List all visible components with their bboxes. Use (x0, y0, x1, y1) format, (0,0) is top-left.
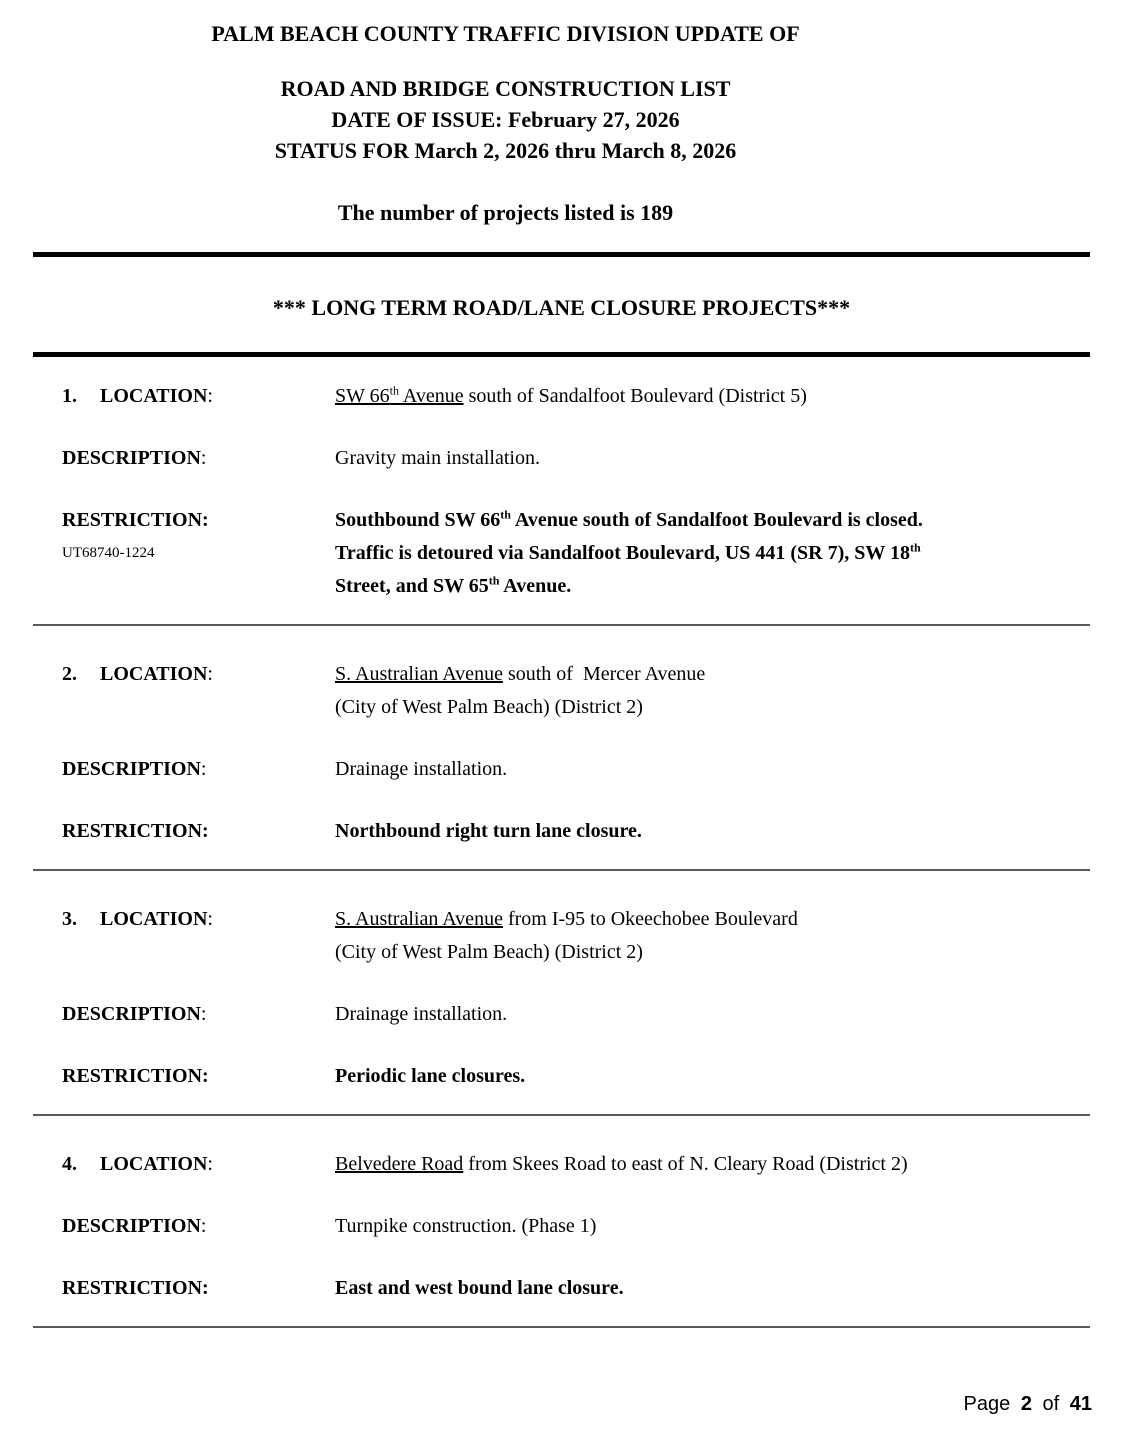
field-value (335, 442, 1090, 475)
field-label-text: RESTRICTION (62, 820, 203, 842)
text-segment: th (488, 573, 500, 588)
location-row (33, 1148, 1090, 1181)
construction-entry (33, 658, 1090, 848)
entry-divider (33, 1114, 1090, 1116)
location-row (33, 380, 1090, 413)
page-label: Page (963, 1393, 1011, 1415)
entry-number: 3. (62, 908, 77, 930)
value-line (335, 815, 1090, 848)
text-segment: Avenue (398, 385, 464, 407)
field-value (335, 658, 1090, 724)
text-segment: th (500, 507, 511, 522)
value-line (335, 537, 1090, 570)
description-row (33, 1210, 1090, 1243)
of-label: of (1042, 1393, 1060, 1415)
field-value (335, 998, 1090, 1031)
value-line (335, 1060, 1090, 1093)
text-segment: Avenue south of Sandalfoot Boulevard is closed. (510, 509, 923, 531)
text-segment: S. Australian Avenue (335, 663, 503, 685)
section-heading: *** LONG TERM ROAD/LANE CLOSURE PROJECTS*** (272, 295, 851, 320)
page-footer (964, 1391, 1092, 1417)
field-value (335, 1148, 1090, 1181)
value-line (335, 998, 1090, 1031)
underlined-text (335, 385, 464, 407)
restriction-row (33, 815, 1090, 848)
field-colon: : (200, 447, 207, 469)
description-row (33, 753, 1090, 786)
field-label-text: LOCATION (100, 663, 208, 685)
text-segment: south of Sandalfoot Boulevard (District 5) (463, 385, 807, 407)
field-label-text: RESTRICTION (62, 1065, 203, 1087)
text-segment: Street, and SW 65 (335, 575, 489, 597)
text-segment: south of Mercer Avenue (502, 663, 706, 685)
field-label-text: DESCRIPTION (62, 447, 201, 469)
field-label-text: LOCATION (100, 385, 208, 407)
field-colon: : (202, 1065, 209, 1087)
field-label (33, 1210, 335, 1243)
entry-number: 2. (62, 663, 77, 685)
entry-divider (33, 869, 1090, 871)
text-segment: Turnpike construction. (Phase 1) (335, 1215, 597, 1237)
field-label (33, 658, 335, 724)
subtitle-line: DATE OF ISSUE: February 27, 2026 (331, 107, 680, 132)
text-segment: Belvedere Road (335, 1153, 464, 1175)
subtitle-line: ROAD AND BRIDGE CONSTRUCTION LIST (280, 76, 731, 101)
field-value (335, 380, 1090, 413)
underlined-text (335, 908, 503, 930)
projects-count: The number of projects listed is 189 (337, 200, 674, 225)
text-segment: Drainage installation. (335, 1003, 508, 1025)
field-label-text: LOCATION (100, 1153, 208, 1175)
value-line (335, 903, 1090, 936)
text-segment: East and west bound lane closure. (335, 1277, 624, 1299)
text-segment: from Skees Road to east of N. Cleary Road (District 2) (463, 1153, 908, 1175)
field-colon: : (207, 908, 213, 930)
text-segment: th (910, 540, 921, 555)
value-line (335, 1210, 1090, 1243)
field-value (335, 1210, 1090, 1243)
value-line (335, 691, 1090, 724)
text-segment: Gravity main installation. (335, 447, 540, 469)
page-number: 2 (1020, 1393, 1032, 1415)
field-colon: : (200, 1003, 207, 1025)
text-segment: Avenue. (499, 575, 572, 597)
field-label (33, 753, 335, 786)
field-label-text: RESTRICTION (62, 509, 203, 531)
location-row (33, 658, 1090, 724)
text-segment: Northbound right turn lane closure. (335, 820, 642, 842)
restriction-row (33, 1272, 1090, 1305)
description-row (33, 442, 1090, 475)
field-colon: : (202, 509, 209, 531)
section-divider-top (33, 252, 1090, 257)
field-colon: : (200, 758, 207, 780)
field-value (335, 1272, 1090, 1305)
text-segment: (City of West Palm Beach) (District 2) (335, 696, 643, 718)
value-line (335, 658, 1090, 691)
section-divider-bottom (33, 352, 1090, 357)
underlined-text (335, 663, 503, 685)
text-segment: Southbound SW 66 (335, 509, 501, 531)
text-segment: Traffic is detoured via Sandalfoot Boulevard, US 441 (SR 7), SW 18 (335, 542, 911, 564)
page-total: 41 (1069, 1393, 1092, 1415)
text-segment: Periodic lane closures. (335, 1065, 526, 1087)
field-label-text: DESCRIPTION (62, 1215, 201, 1237)
text-segment: Drainage installation. (335, 758, 508, 780)
description-row (33, 998, 1090, 1031)
project-id-note: UT68740-1224 (62, 545, 155, 561)
document-title: PALM BEACH COUNTY TRAFFIC DIVISION UPDATE OF (211, 21, 800, 46)
location-row (33, 903, 1090, 969)
construction-entry (33, 380, 1090, 603)
document-header (33, 20, 978, 166)
subtitle-line: STATUS FOR March 2, 2026 thru March 8, 2026 (274, 138, 737, 163)
text-segment: S. Australian Avenue (335, 908, 503, 930)
field-label (33, 504, 335, 603)
field-value (335, 753, 1090, 786)
field-colon: : (200, 1215, 207, 1237)
entries (33, 380, 1090, 1328)
field-label (33, 998, 335, 1031)
field-label (33, 1148, 335, 1181)
field-label (33, 442, 335, 475)
value-line (335, 753, 1090, 786)
value-line (335, 504, 1090, 537)
field-value (335, 815, 1090, 848)
field-label-text: LOCATION (100, 908, 208, 930)
text-segment: from I-95 to Okeechobee Boulevard (502, 908, 798, 930)
value-line (335, 380, 1090, 413)
entry-number: 1. (62, 385, 77, 407)
underlined-text (335, 1153, 463, 1175)
field-label-text: RESTRICTION (62, 1277, 203, 1299)
restriction-row (33, 504, 1090, 603)
value-line (335, 570, 1090, 603)
field-label (33, 1060, 335, 1093)
text-segment: SW 66 (335, 385, 390, 407)
field-label (33, 380, 335, 413)
field-colon: : (202, 1277, 209, 1299)
document-subtitles (33, 73, 978, 166)
text-segment: (City of West Palm Beach) (District 2) (335, 941, 643, 963)
field-value (335, 1060, 1090, 1093)
field-colon: : (202, 820, 209, 842)
field-label (33, 903, 335, 969)
field-label (33, 1272, 335, 1305)
field-colon: : (207, 1153, 213, 1175)
field-label-text: DESCRIPTION (62, 758, 201, 780)
field-colon: : (207, 663, 213, 685)
entry-divider (33, 624, 1090, 626)
entry-number: 4. (62, 1153, 77, 1175)
field-colon: : (207, 385, 213, 407)
value-line (335, 1272, 1090, 1305)
value-line (335, 936, 1090, 969)
field-label (33, 815, 335, 848)
restriction-row (33, 1060, 1090, 1093)
field-value (335, 504, 1090, 603)
construction-entry (33, 903, 1090, 1093)
entry-divider (33, 1326, 1090, 1328)
value-line (335, 1148, 1090, 1181)
construction-entry (33, 1148, 1090, 1305)
text-segment: th (389, 383, 399, 398)
field-value (335, 903, 1090, 969)
value-line (335, 442, 1090, 475)
field-label-text: DESCRIPTION (62, 1003, 201, 1025)
